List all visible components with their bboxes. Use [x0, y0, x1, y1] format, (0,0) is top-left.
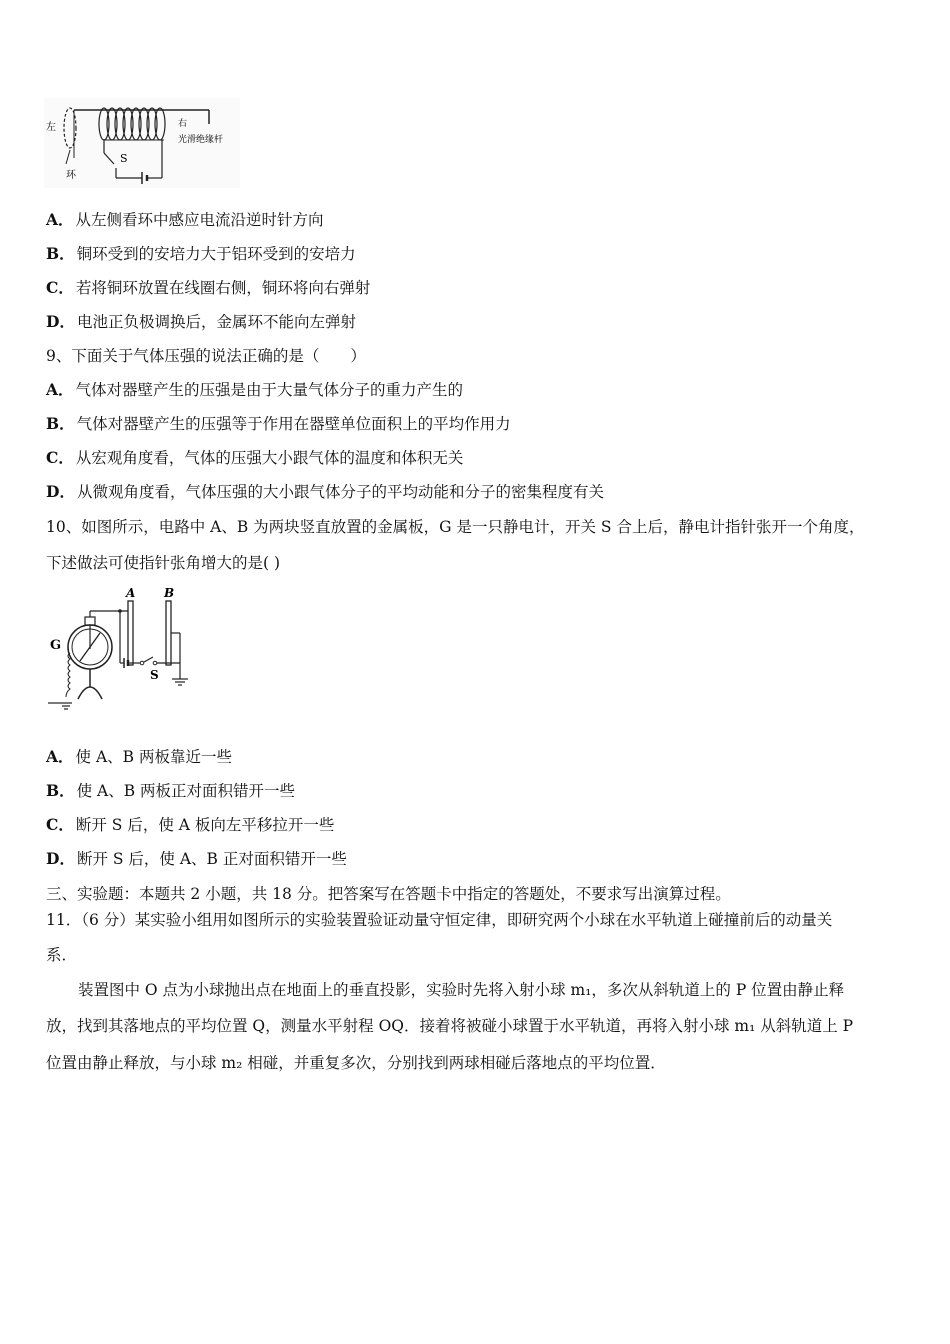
- coil-ring-figure: [44, 98, 240, 188]
- rod-label: 光滑绝缘杆: [178, 135, 224, 145]
- q8-option-b: B． 铜环受到的安培力大于铝环受到的安培力: [46, 244, 356, 263]
- left-label: 左: [46, 122, 56, 133]
- q11-line3: 装置图中 O 点为小球抛出点在地面上的垂直投影，实验时先将入射小球 m₁，多次从斜轨道上的 P 位置由静止释: [78, 981, 845, 999]
- q8-option-d: D． 电池正负极调换后，金属环不能向左弹射: [46, 312, 356, 331]
- ring-label: 环: [66, 170, 76, 181]
- q9-option-a: A． 气体对器壁产生的压强是由于大量气体分子的重力产生的: [46, 380, 464, 399]
- switch-s-label: S: [150, 668, 159, 682]
- section-3-heading: 三、实验题：本题共 2 小题，共 18 分。把答案写在答题卡中指定的答题处，不要求写出演算过程。: [46, 885, 731, 903]
- electrometer-figure: [44, 583, 200, 717]
- q10-stem-line1: 10、如图所示，电路中 A、B 为两块竖直放置的金属板，G 是一只静电计，开关 S 合上后，静电计指针张开一个角度，: [46, 518, 865, 536]
- q10-stem-line2: 下述做法可使指针张角增大的是( ): [46, 554, 281, 572]
- plate-a-label: A: [126, 586, 136, 600]
- q9-option-d: D． 从微观角度看，气体压强的大小跟气体分子的平均动能和分子的密集程度有关: [46, 482, 604, 501]
- q10-option-b: B． 使 A、B 两板正对面积错开一些: [46, 781, 296, 800]
- right-label: 右: [178, 119, 188, 129]
- q10-option-d: D． 断开 S 后，使 A、B 正对面积错开一些: [46, 849, 347, 868]
- q9-option-c: C． 从宏观角度看，气体的压强大小跟气体的温度和体积无关: [46, 448, 464, 467]
- plate-b-label: B: [164, 586, 175, 600]
- q11-line2: 系．: [46, 946, 78, 964]
- q8-option-a: A． 从左侧看环中感应电流沿逆时针方向: [46, 210, 324, 229]
- q9-option-b: B． 气体对器壁产生的压强等于作用在器壁单位面积上的平均作用力: [46, 414, 511, 433]
- q11-line5: 位置由静止释放，与小球 m₂ 相碰，并重复多次，分别找到两球相碰后落地点的平均位置．: [46, 1054, 666, 1072]
- q8-option-c: C． 若将铜环放置在线圈右侧，铜环将向右弹射: [46, 278, 371, 297]
- q10-option-a: A． 使 A、B 两板靠近一些: [46, 747, 232, 766]
- switch-label: S: [120, 152, 128, 165]
- electrometer-g-label: G: [50, 638, 62, 653]
- q9-stem: 9、下面关于气体压强的说法正确的是（ ）: [46, 347, 366, 365]
- q10-option-c: C． 断开 S 后，使 A 板向左平移拉开一些: [46, 815, 335, 834]
- q11-line4: 放，找到其落地点的平均位置 Q，测量水平射程 OQ．接着将被碰小球置于水平轨道，再将入射小球 m₁ 从斜轨道上 P: [46, 1017, 854, 1035]
- q11-line1: 11．（6 分）某实验小组用如图所示的实验装置验证动量守恒定律，即研究两个小球在水平轨道上碰撞前后的动量关: [46, 911, 833, 929]
